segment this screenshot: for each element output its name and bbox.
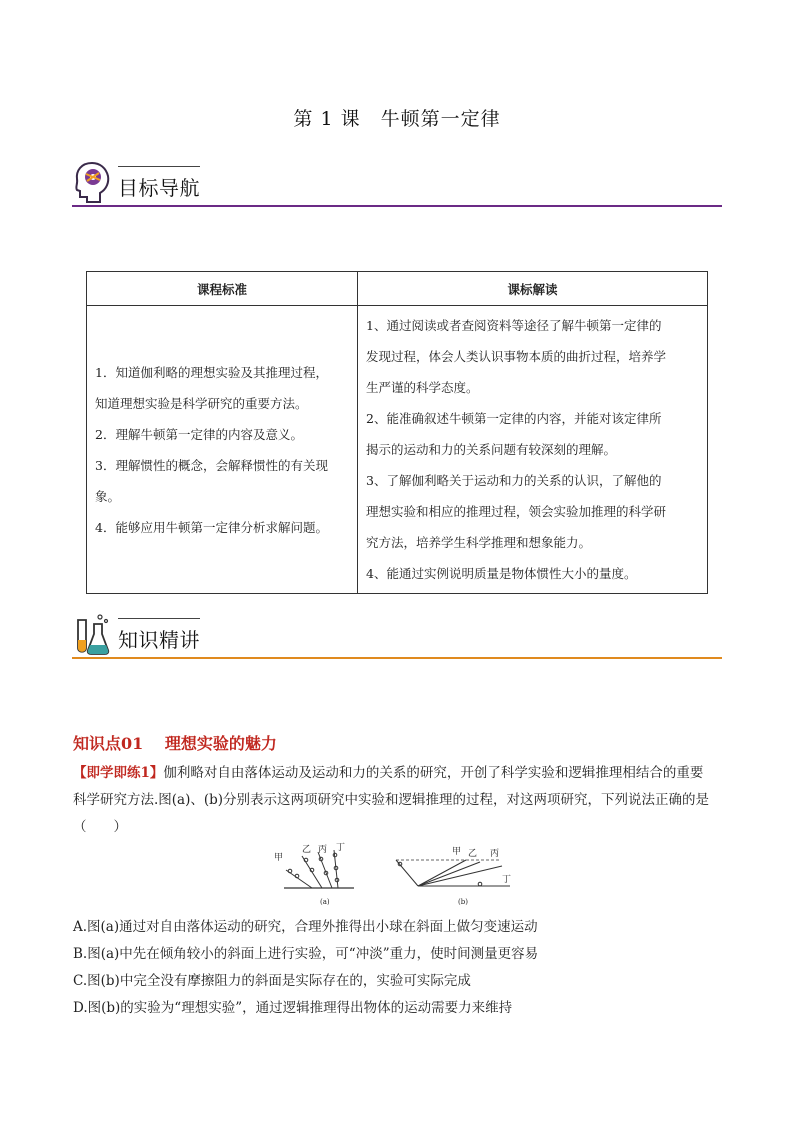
table-cell-standards (87, 306, 358, 594)
figure-b (396, 846, 511, 906)
cell-line: 3、了解伽利略关于运动和力的关系的认识，了解他的 (366, 473, 662, 488)
cell-line: 1．知道伽利略的理想实验及其推理过程， (95, 364, 328, 380)
question-text: 伽利略对自由落体运动及运动和力的关系的研究，开创了科学实验和逻辑推理相结合的重要 (163, 765, 704, 781)
label-a-jia: 甲 (274, 853, 284, 863)
flask-icon (72, 612, 112, 656)
question-text: 科学研究方法.图(a)、(b)分别表示这两项研究中实验和逻辑推理的过程，对这两项研究，下列说法正确的是 (73, 792, 710, 808)
label-a-bing: 丙 (318, 845, 328, 855)
question-stem (73, 760, 723, 841)
cell-line: 4．能够应用牛顿第一定律分析求解问题。 (95, 519, 328, 535)
galileo-experiment-figure (270, 840, 530, 910)
section-header-knowledge (72, 612, 722, 660)
cell-line: 4、能通过实例说明质量是物体惯性大小的量度。 (366, 566, 637, 581)
section-header-goals (72, 160, 722, 208)
label-b-yi: 乙 (468, 849, 478, 859)
knowledge-point-title: 知识点01 理想实验的魅力 (73, 734, 277, 753)
cell-line: 理想实验和相应的推理过程，领会实验加推理的科学研 (366, 504, 667, 519)
caption-a: (a) (320, 898, 330, 906)
section-rule (72, 205, 722, 207)
section-rule (72, 657, 722, 659)
answer-options (73, 914, 723, 1022)
option-d: D.图(b)的实验为“理想实验”，通过逻辑推理得出物体的运动需要力来维持 (73, 1000, 513, 1016)
table-header: 课标解读 (358, 272, 708, 306)
cell-line: 2、能准确叙述牛顿第一定律的内容，并能对该定律所 (366, 411, 662, 426)
section-title-goals: 目标导航 (118, 176, 200, 200)
section-title-knowledge: 知识精讲 (118, 628, 200, 652)
brain-gear-icon (72, 160, 112, 204)
page-title: 第 1 课 牛顿第一定律 (293, 108, 501, 130)
label-b-ding: 丁 (502, 875, 512, 885)
header-decoration-line (118, 166, 200, 167)
cell-line: 3．理解惯性的概念，会解释惯性的有关现 (95, 457, 328, 473)
label-b-bing: 丙 (490, 849, 500, 859)
figure-a (274, 842, 354, 906)
cell-line: 发现过程，体会人类认识事物本质的曲折过程，培养学 (366, 349, 667, 364)
curriculum-table (86, 271, 708, 594)
question-tag: 【即学即练1】 (73, 765, 164, 781)
cell-line: 生严谨的科学态度。 (366, 380, 479, 395)
cell-line: 揭示的运动和力的关系问题有较深刻的理解。 (366, 442, 617, 457)
cell-line: 1、通过阅读或者查阅资料等途径了解牛顿第一定律的 (366, 318, 662, 333)
cell-line: 究方法，培养学生科学推理和想象能力。 (366, 535, 592, 550)
label-a-ding: 丁 (336, 843, 346, 853)
label-a-yi: 乙 (302, 845, 312, 855)
option-b: B.图(a)中先在倾角较小的斜面上进行实验，可“冲淡”重力，使时间测量更容易 (73, 946, 539, 962)
cell-line: 2．理解牛顿第一定律的内容及意义。 (95, 426, 303, 442)
cell-line: 知道理想实验是科学研究的重要方法。 (95, 395, 308, 411)
header-decoration-line (118, 618, 200, 619)
table-cell-interpretation (358, 306, 708, 594)
option-a: A.图(a)通过对自由落体运动的研究，合理外推得出小球在斜面上做匀变速运动 (73, 919, 538, 935)
cell-line: 象。 (95, 488, 121, 504)
table-header: 课程标准 (87, 272, 358, 306)
option-c: C.图(b)中完全没有摩擦阻力的斜面是实际存在的，实验可实际完成 (73, 973, 471, 989)
answer-blank: （ ） (73, 819, 127, 835)
label-b-jia: 甲 (452, 847, 462, 857)
caption-b: (b) (458, 898, 468, 906)
